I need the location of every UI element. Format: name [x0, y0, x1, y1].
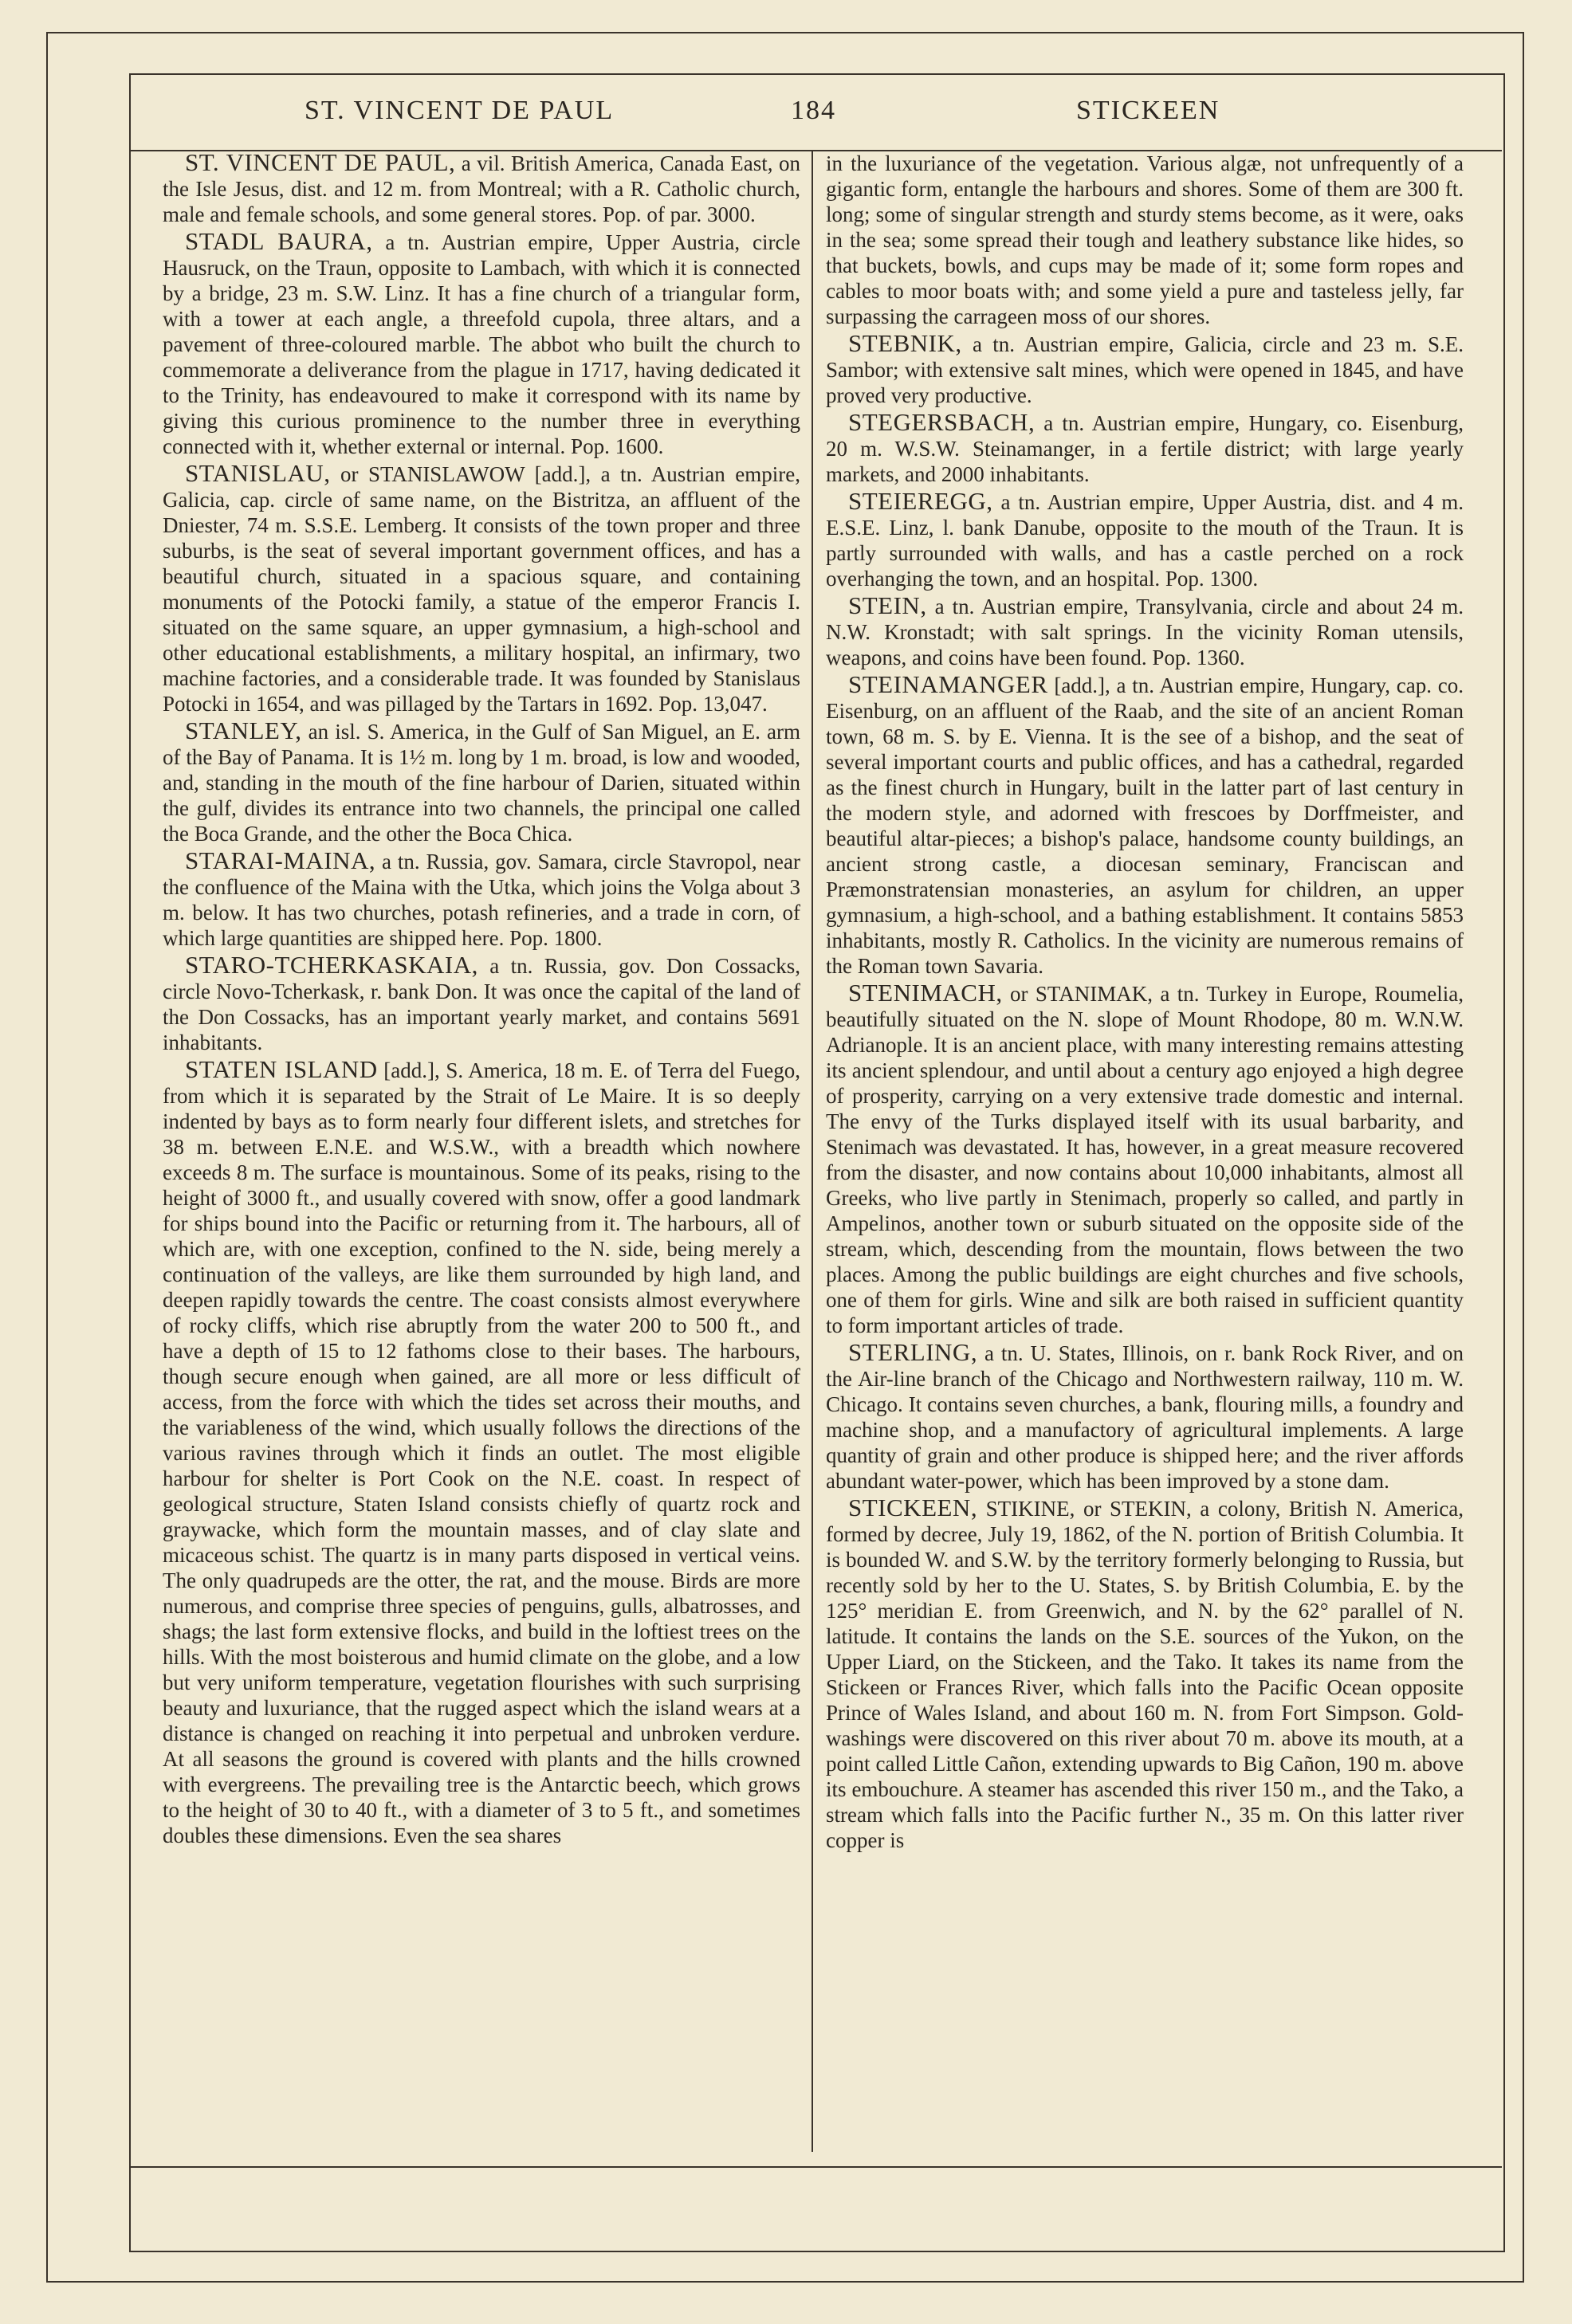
entry-headword: STEIN, [848, 591, 927, 619]
gazetteer-entry [826, 410, 1464, 487]
entry-text: [add.], a tn. Austrian empire, Hungary, cap. co. Eisenburg, on an affluent of the Raab, and the site of an ancient Roman town, 68 m. S. by E. Vienna. It is the see of a bishop, and the seat of several important courts and public offices, and has a cathedral, regarded as the finest church in Hungary, built in the latter part of last century in the modern style, and adorned with frescoes by Dorffmeister, and beautiful altar-pieces; a bishop's palace, handsome county buildings, an ancient strong castle, a diocesan seminary, Franciscan and Præmonstratensian monasteries, an asylum for children, an upper gymnasium, a high-school, and a bathing establishment. It contains 5853 inhabitants, mostly R. Catholics. In the vicinity are numerous remains of the Roman town Savaria. [826, 673, 1464, 978]
entry-text: a vil. British America, Canada East, on the Isle Jesus, dist. and 12 m. from Montreal; with a R. Catholic church, male and female schools, and some general stores. Pop. of par. 3000. [163, 151, 800, 226]
gazetteer-entry [163, 848, 800, 951]
gazetteer-entry [826, 150, 1464, 329]
entry-text: a tn. U. States, Illinois, on r. bank Rock River, and on the Air-line branch of the Chicago and Northwestern railway, 110 m. W. Chicago. It contains seven churches, a bank, flouring mills, a foundry and machine shop, and a manufactory of agricultural implements. A large quantity of grain and other produce is shipped here; and the river affords abundant water-power, which has been improved by a stone dam. [826, 1341, 1464, 1493]
entry-headword: STATEN ISLAND [185, 1055, 378, 1083]
entry-text: a tn. Russia, gov. Samara, circle Stavropol, near the confluence of the Maina with the Utka, which joins the Volga about 3 m. below. It has two churches, potash refineries, and a trade in corn, of which large quantities are shipped here. Pop. 1800. [163, 850, 800, 950]
entry-headword: STEBNIK, [848, 329, 962, 357]
gazetteer-entry [163, 718, 800, 846]
entry-text: STIKINE, or STEKIN, a colony, British N. America, formed by decree, July 19, 1862, of the N. portion of British Columbia. It is bounded W. and S.W. by the territory formerly belonging to Russia, but recently sold by her to the U. States, S. by British Columbia, E. by the 125° meridian E. from Greenwich, and N. by the 62° parallel of N. latitude. It contains the lands on the S.E. sources of the Yukon, on the Upper Liard, on the Stickeen, and the Tako. It takes its name from the Stickeen or Frances River, which falls into the Pacific Ocean opposite Prince of Wales Island, and about 160 m. N. from Fort Simpson. Gold-washings were discovered on this river about 70 m. above its mouth, at a point called Little Cañon, extending upwards to Big Cañon, 190 m. above its embouchure. A steamer has ascended this river 150 m., and the Tako, a stream which falls into the Pacific further N., 35 m. On this latter river copper is [826, 1497, 1464, 1852]
entry-headword: STANLEY, [185, 716, 302, 744]
entry-headword: STARO-TCHERKASKAIA, [185, 951, 478, 979]
entry-headword: ST. VINCENT DE PAUL, [185, 150, 456, 176]
left-column [163, 150, 800, 2150]
entry-text: a tn. Austrian empire, Hungary, co. Eisenburg, 20 m. W.S.W. Steinamanger, in a fertile district; with large yearly markets, and 2000 inhabitants. [826, 411, 1464, 486]
running-header [129, 73, 1502, 151]
entry-text: a tn. Austrian empire, Transylvania, circle and about 24 m. N.W. Kronstadt; with salt springs. In the vicinity Roman utensils, weapons, and coins have been found. Pop. 1360. [826, 595, 1464, 669]
gazetteer-entry [826, 1495, 1464, 1853]
entry-headword: STANISLAU, [185, 459, 331, 487]
gazetteer-entry [826, 593, 1464, 670]
entry-headword: STERLING, [848, 1338, 978, 1366]
gazetteer-entry [826, 331, 1464, 408]
entry-text: in the luxuriance of the vegetation. Various algæ, not unfrequently of a gigantic form, entangle the harbours and shores. Some of them are 300 ft. long; some of singular strength and sturdy stems become, as it were, oaks in the sea; some spread their tough and leathery substance like hides, so that buckets, bowls, and cups may be made of it; some form ropes and cables to moor boats with; and some yield a pure and tasteless jelly, far surpassing the carrageen moss of our shores. [826, 151, 1464, 328]
entry-text: or STANIMAK, a tn. Turkey in Europe, Roumelia, beautifully situated on the N. slope of Mount Rhodope, 80 m. W.N.W. Adrianople. It is an ancient place, with many interesting remains attesting its ancient splendour, and until about a century ago enjoyed a high degree of prosperity, carrying on a very extensive trade domestic and internal. The envy of the Turks displayed itself with its usual barbarity, and Stenimach was devastated. It has, however, in a great measure recovered from the disaster, and now contains about 10,000 inhabitants, almost all Greeks, who live partly in Stenimach, properly so called, and partly in Ampelinos, another town or suburb situated on the opposite side of the stream, which, descending from the mountain, flows between the two places. Among the public buildings are eight churches and five schools, one of them for girls. Wine and silk are both raised in sufficient quantity to form important articles of trade. [826, 982, 1464, 1337]
gazetteer-entry [826, 980, 1464, 1338]
gazetteer-entry [826, 489, 1464, 591]
gazetteer-entry [163, 1057, 800, 1848]
gazetteer-entry [826, 672, 1464, 979]
bottom-rule [129, 2166, 1502, 2168]
entry-headword: STENIMACH, [848, 979, 1003, 1007]
gazetteer-entry [163, 150, 800, 227]
right-column [826, 150, 1464, 2150]
header-left-title: ST. VINCENT DE PAUL [305, 96, 615, 125]
entry-text: a tn. Austrian empire, Upper Austria, dist. and 4 m. E.S.E. Linz, l. bank Danube, opposite to the mouth of the Traun. It is partly surrounded with walls, and has a castle perched on a rock overhanging the town, and an hospital. Pop. 1300. [826, 490, 1464, 591]
header-right-title: STICKEEN [1076, 96, 1220, 125]
entry-text: an isl. S. America, in the Gulf of San Miguel, an E. arm of the Bay of Panama. It is 1½ m. long by 1 m. broad, is low and wooded, and, standing in the mouth of the fine harbour of Darien, situated within the gulf, divides its entrance into two channels, the principal one called the Boca Grande, and the other the Boca Chica. [163, 720, 800, 846]
entry-text: a tn. Russia, gov. Don Cossacks, circle Novo-Tcherkask, r. bank Don. It was once the capital of the land of the Don Cossacks, has an important yearly market, and contains 5691 inhabitants. [163, 954, 800, 1054]
gazetteer-entry [163, 461, 800, 716]
entry-headword: STEGERSBACH, [848, 408, 1036, 436]
entry-headword: STEIEREGG, [848, 487, 993, 515]
entry-headword: STADL BAURA, [185, 227, 373, 255]
page-number: 184 [791, 96, 836, 125]
entry-headword: STARAI-MAINA, [185, 846, 376, 874]
entry-text: a tn. Austrian empire, Upper Austria, circle Hausruck, on the Traun, opposite to Lambach, with which it is connected by a bridge, 23 m. S.W. Linz. It has a fine church of a triangular form, with a tower at each angle, a threefold cupola, three altars, and a pavement of three-coloured marble. The abbot who built the church to commemorate a deliverance from the plague in 1717, having dedicated it to the Trinity, has endeavoured to make it correspond with its name by giving this curious prominence to the number three in everything connected with it, whether external or internal. Pop. 1600. [163, 230, 800, 458]
entry-headword: STEINAMANGER [848, 670, 1048, 698]
entry-headword: STICKEEN, [848, 1494, 978, 1521]
gazetteer-entry [826, 1340, 1464, 1494]
gazetteer-entry [163, 229, 800, 459]
column-divider [812, 151, 813, 2152]
entry-text: a tn. Austrian empire, Galicia, circle and 23 m. S.E. Sambor; with extensive salt mines, which were opened in 1845, and have proved very productive. [826, 332, 1464, 407]
entry-text: or STANISLAWOW [add.], a tn. Austrian empire, Galicia, cap. circle of same name, on the Bistritza, an affluent of the Dniester, 74 m. S.S.E. Lemberg. It consists of the town proper and three suburbs, is the seat of several important government offices, and has a beautiful church, situated in a spacious square, and containing monuments of the Potocki family, a statue of the emperor Francis I. situated on the same square, an upper gymnasium, a high-school and other educational establishments, a military hospital, an infirmary, two machine factories, and a considerable trade. It was founded by Stanislaus Potocki in 1654, and was pillaged by the Tartars in 1692. Pop. 13,047. [163, 462, 800, 716]
gazetteer-entry [163, 952, 800, 1055]
entry-text: [add.], S. America, 18 m. E. of Terra del Fuego, from which it is separated by the Strait of Le Maire. It is so deeply indented by bays as to form nearly four different islets, and stretches for 38 m. between E.N.E. and W.S.W., with a breadth which nowhere exceeds 8 m. The surface is mountainous. Some of its peaks, rising to the height of 3000 ft., and usually covered with snow, offer a good landmark for ships bound into the Pacific or returning from it. The harbours, all of which are, with one exception, confined to the N. side, being merely a continuation of the valleys, are like them surrounded by high land, and deepen rapidly towards the centre. The coast consists almost everywhere of rocky cliffs, which rise abruptly from the water 200 to 500 ft., and have a depth of 15 to 12 fathoms close to their bases. The harbours, though secure enough when gained, are all more or less difficult of access, from the force with which the tides set across their mouths, and the variableness of the wind, which usually follows the directions of the various ravines through which it finds an outlet. The most eligible harbour for shelter is Port Cook on the N.E. coast. In respect of geological structure, Staten Island consists chiefly of quartz rock and graywacke, which form the mountain masses, and of clay slate and micaceous schist. The quartz is in many parts disposed in vertical veins. The only quadrupeds are the otter, the rat, and the mouse. Birds are more numerous, and comprise three species of penguins, gulls, albatrosses, and shags; the last form extensive flocks, and build in the loftiest trees on the hills. With the most boisterous and humid climate on the globe, and a low but very uniform temperature, vegetation flourishes with such surprising beauty and luxuriance, that the rugged aspect which the island wears at a distance is changed on reaching it into perpetual and unbroken verdure. At all seasons the ground is covered with plants and the hills crowned with evergreens. The prevailing tree is the Antarctic beech, which grows to the height of 30 to 40 ft., with a diameter of 3 to 5 ft., and sometimes doubles these dimensions. Even the sea shares [163, 1058, 800, 1847]
